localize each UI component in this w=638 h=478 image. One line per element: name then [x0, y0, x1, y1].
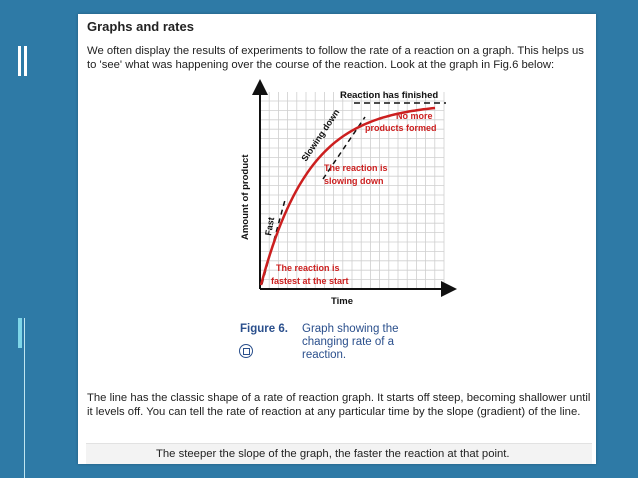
decor-bar-left-cyan — [18, 318, 22, 348]
chart-grid — [260, 92, 444, 289]
x-axis-label: Time — [331, 296, 354, 307]
callout-text: The steeper the slope of the graph, the faster the reaction at that point. — [156, 448, 510, 460]
annotation-fastest-1: The reaction is — [276, 263, 340, 273]
expand-icon[interactable] — [239, 344, 253, 358]
annotation-no-more: No more — [396, 111, 433, 121]
annotation-slowing-1: The reaction is — [324, 163, 388, 173]
intro-paragraph: We often display the results of experiments to follow the rate of a reaction on a graph. This helps us to 'see' what was happening over the course of the reaction. Look at the graph in Fig.6 below: — [87, 45, 584, 71]
decor-bar-top-left-2 — [24, 46, 27, 76]
annotation-products: products formed — [365, 123, 437, 133]
figure-label: Figure 6. — [240, 323, 288, 335]
product-curve — [261, 108, 435, 285]
annotation-fastest-2: fastest at the start — [271, 276, 349, 286]
annotation-slowing-2: slowing down — [324, 176, 384, 186]
annotation-slowing-down: Slowing down — [299, 107, 342, 164]
figure-caption: Graph showing the changing rate of a reaction. — [302, 323, 399, 361]
y-axis-label: Amount of product — [240, 154, 251, 240]
rate-graph — [78, 14, 596, 314]
document-page — [78, 14, 596, 464]
decor-line-left — [24, 318, 25, 478]
key-point-callout — [86, 443, 592, 464]
decor-bar-top-left-1 — [18, 46, 21, 76]
section-heading: Graphs and rates — [87, 19, 194, 34]
annotation-finished: Reaction has finished — [340, 90, 439, 101]
annotation-fast: Fast — [263, 216, 277, 237]
body-paragraph: The line has the classic shape of a rate of reaction graph. It starts off steep, becoming shallower until it levels off. You can tell the rate of reaction at any particular time by the slope (gradient) of the line. — [87, 392, 591, 418]
